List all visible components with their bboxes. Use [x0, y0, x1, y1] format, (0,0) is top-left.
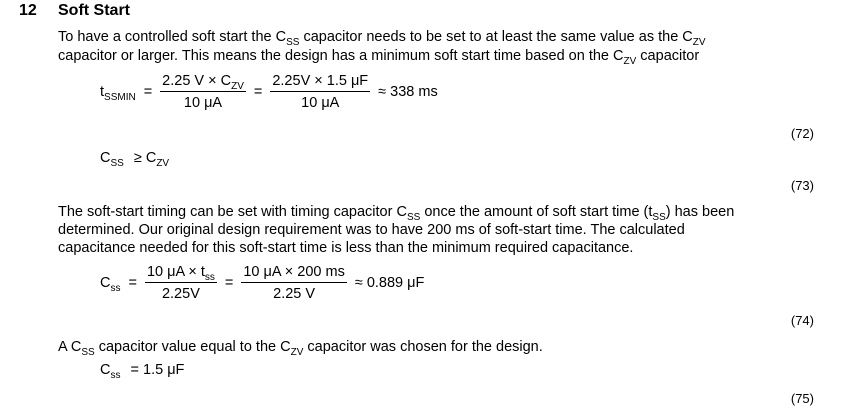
numerator: 2.25 $V \times C_{ZV}$: [162, 73, 244, 92]
text: To have a controlled soft start the C: [58, 29, 287, 45]
text: capacitor or larger. This means the design has a minimum soft start time based on the C: [58, 48, 624, 64]
text: ) has been: [665, 204, 735, 220]
equation-number: (73): [790, 178, 814, 193]
paragraph-line: [58, 28, 706, 48]
paragraph-line: [58, 203, 734, 223]
fraction: [270, 73, 370, 111]
paragraph-line: [58, 338, 543, 358]
equals-sign: =: [143, 84, 153, 100]
equation-73: $C_{SS} \ge C_{ZV}$: [100, 150, 170, 169]
subscript: SS: [286, 37, 300, 48]
subscript: SS: [81, 347, 95, 358]
equation-number: (75): [790, 391, 814, 406]
text: capacitor: [636, 48, 700, 64]
equals-sign: =: [128, 275, 137, 291]
fraction: [160, 73, 246, 111]
denominator: 2.25 V: [273, 286, 316, 302]
text: The soft-start timing can be set with timing capacitor C: [58, 204, 407, 220]
paragraph-line: determined. Our original design requirement was to have 200 ms of soft-start time. The calculated: [58, 222, 685, 238]
paragraph-line: capacitance needed for this soft-start time is less than the minimum required capacitance.: [58, 240, 634, 256]
text: capacitor needs to be set to at least the same value as the C: [299, 29, 693, 45]
text: once the amount of soft start time (t: [420, 204, 653, 220]
paragraph-line: [58, 47, 699, 67]
equals-sign: =: [224, 275, 234, 291]
equation-75: $C_{ss} = 1.5$ μF: [100, 362, 185, 381]
denominator: 10 μA: [301, 95, 340, 111]
text: A C: [58, 339, 82, 355]
numerator: 10 μA × 200 ms: [241, 264, 346, 283]
section-number: 12: [19, 2, 37, 19]
eq-result: ≈ 338 ms: [378, 84, 438, 100]
text: capacitor value equal to the C: [94, 339, 291, 355]
equation-number: (72): [790, 126, 814, 141]
eq-lhs: $t_{SSMIN}$: [100, 84, 136, 103]
subscript: SS: [406, 212, 421, 223]
subscript: SS: [652, 212, 666, 223]
denominator: 10 μA: [183, 95, 223, 111]
fraction: [145, 264, 217, 302]
subscript: ZV: [623, 56, 637, 67]
numerator: 2.25V × 1.5 μF: [270, 73, 370, 92]
fraction: [241, 264, 346, 302]
eq-lhs: $C_{ss}$: [100, 275, 121, 294]
eq-result: ≈ 0.889 μF: [354, 275, 425, 291]
subscript: ZV: [290, 347, 304, 358]
equation-72: [100, 73, 438, 111]
section-title: Soft Start: [58, 2, 130, 19]
text: capacitor was chosen for the design.: [303, 339, 543, 355]
equation-74: [100, 264, 424, 302]
numerator: 10 $\mu A \times t_{ss}$: [146, 264, 215, 283]
equation-number: (74): [790, 313, 814, 328]
subscript: ZV: [692, 37, 706, 48]
equals-sign: =: [253, 84, 263, 100]
denominator: 2.25V: [161, 286, 200, 302]
